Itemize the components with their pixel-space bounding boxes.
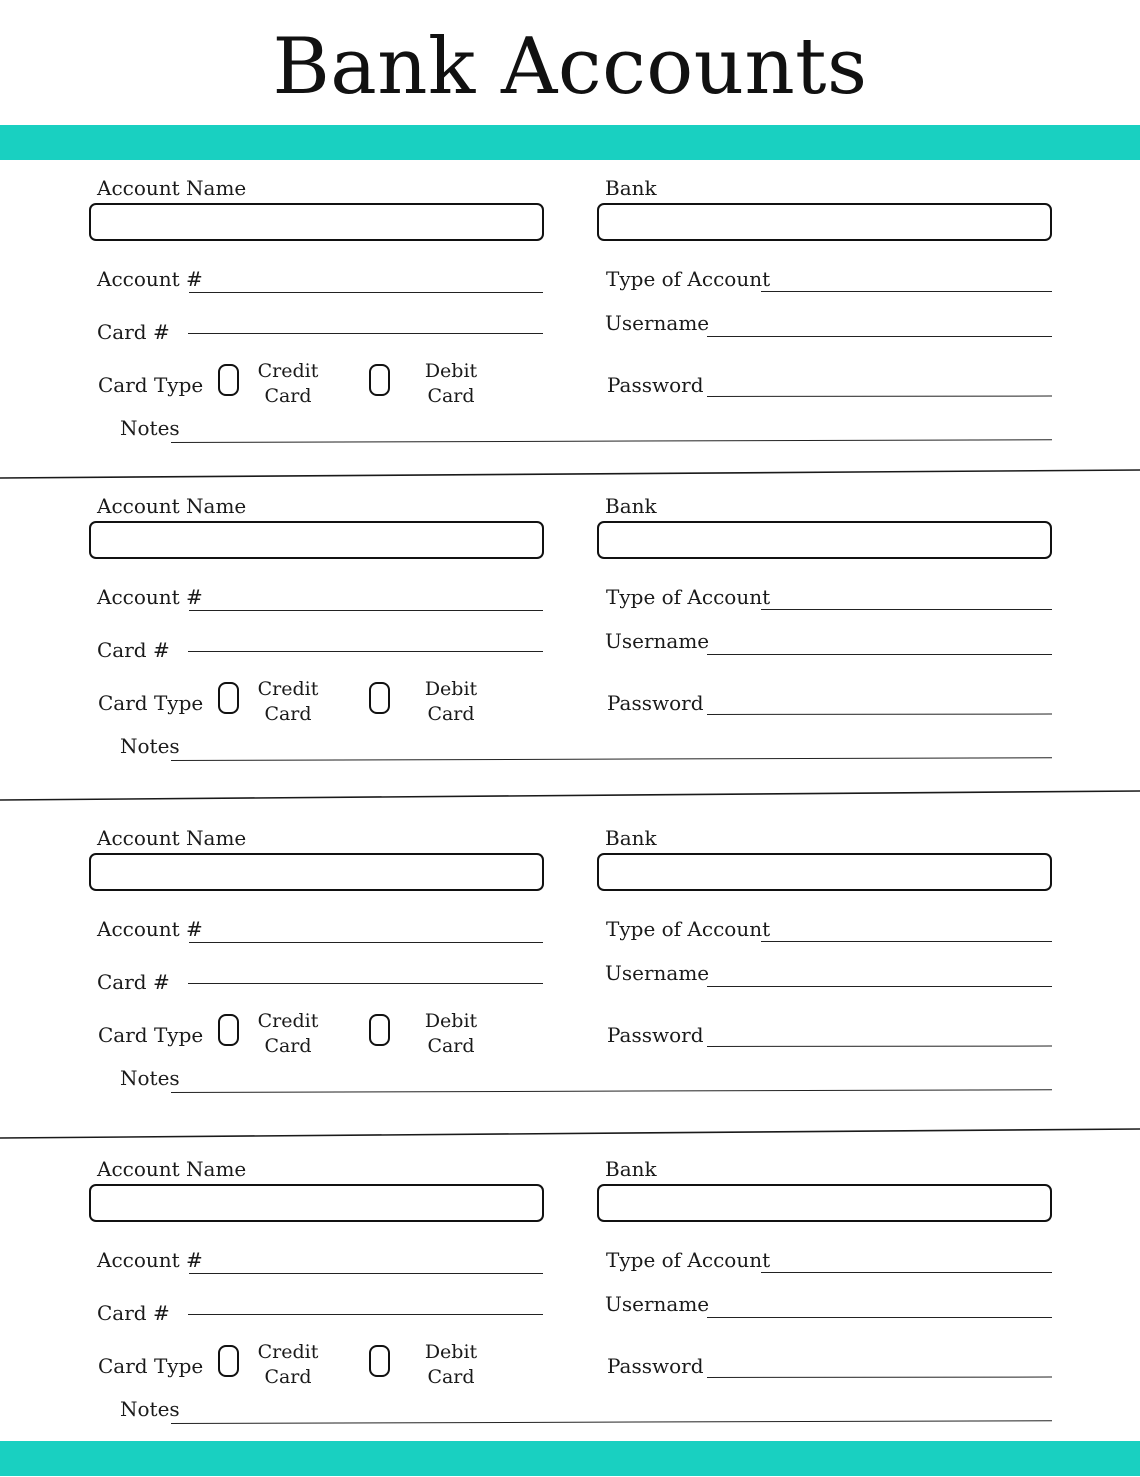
debit-card-word: Card bbox=[427, 1366, 475, 1388]
debit-card-option-label bbox=[411, 1340, 491, 1390]
notes-line[interactable] bbox=[171, 1089, 1052, 1093]
bank-label: Bank bbox=[605, 826, 657, 850]
username-label: Username bbox=[605, 961, 710, 985]
type-of-account-line[interactable] bbox=[761, 1272, 1052, 1273]
debit-card-checkbox[interactable] bbox=[369, 1014, 390, 1046]
type-of-account-label: Type of Account bbox=[606, 267, 771, 291]
debit-card-word: Card bbox=[427, 385, 475, 407]
credit-card-option-label bbox=[248, 359, 328, 409]
account-number-label: Account # bbox=[97, 917, 203, 941]
account-name-label: Account Name bbox=[97, 494, 247, 518]
card-number-label: Card # bbox=[97, 320, 170, 344]
credit-word: Credit bbox=[257, 1010, 319, 1032]
bank-label: Bank bbox=[605, 176, 657, 200]
bank-input[interactable] bbox=[597, 203, 1052, 241]
bank-input[interactable] bbox=[597, 853, 1052, 891]
type-of-account-line[interactable] bbox=[761, 941, 1052, 942]
account-number-label: Account # bbox=[97, 585, 203, 609]
debit-card-checkbox[interactable] bbox=[369, 364, 390, 396]
bank-input[interactable] bbox=[597, 521, 1052, 559]
password-line[interactable] bbox=[707, 714, 1052, 715]
card-number-label: Card # bbox=[97, 970, 170, 994]
notes-label: Notes bbox=[120, 734, 180, 758]
password-label: Password bbox=[607, 691, 704, 715]
account-number-label: Account # bbox=[97, 267, 203, 291]
credit-card-option-label bbox=[248, 1009, 328, 1059]
notes-label: Notes bbox=[120, 1397, 180, 1421]
card-type-label: Card Type bbox=[98, 691, 204, 715]
account-number-label: Account # bbox=[97, 1248, 203, 1272]
section-divider-line bbox=[0, 791, 1140, 800]
account-number-line[interactable] bbox=[189, 292, 543, 293]
card-type-label: Card Type bbox=[98, 1354, 204, 1378]
notes-label: Notes bbox=[120, 1066, 180, 1090]
debit-card-word: Card bbox=[427, 703, 475, 725]
bottom-accent-band bbox=[0, 1441, 1140, 1476]
account-number-line[interactable] bbox=[189, 1273, 543, 1274]
debit-word: Debit bbox=[424, 1341, 478, 1363]
credit-word: Credit bbox=[257, 678, 319, 700]
card-number-label: Card # bbox=[97, 638, 170, 662]
username-line[interactable] bbox=[707, 336, 1052, 337]
credit-card-word: Card bbox=[264, 385, 312, 407]
account-section-1 bbox=[0, 176, 1140, 496]
type-of-account-line[interactable] bbox=[761, 609, 1052, 610]
notes-label: Notes bbox=[120, 416, 180, 440]
password-line[interactable] bbox=[707, 1046, 1052, 1047]
account-number-line[interactable] bbox=[189, 942, 543, 943]
debit-card-checkbox[interactable] bbox=[369, 682, 390, 714]
credit-card-option-label bbox=[248, 1340, 328, 1390]
type-of-account-line[interactable] bbox=[761, 291, 1052, 292]
credit-card-word: Card bbox=[264, 1366, 312, 1388]
card-type-label: Card Type bbox=[98, 1023, 204, 1047]
debit-word: Debit bbox=[424, 678, 478, 700]
account-name-input[interactable] bbox=[89, 203, 544, 241]
credit-card-checkbox[interactable] bbox=[218, 682, 239, 714]
username-line[interactable] bbox=[707, 986, 1052, 987]
password-label: Password bbox=[607, 1023, 704, 1047]
password-label: Password bbox=[607, 1354, 704, 1378]
bank-label: Bank bbox=[605, 494, 657, 518]
account-name-label: Account Name bbox=[97, 176, 247, 200]
password-label: Password bbox=[607, 373, 704, 397]
account-name-input[interactable] bbox=[89, 1184, 544, 1222]
section-divider-line bbox=[0, 470, 1140, 478]
credit-word: Credit bbox=[257, 1341, 319, 1363]
section-divider-line bbox=[0, 1129, 1140, 1138]
account-name-input[interactable] bbox=[89, 853, 544, 891]
card-number-label: Card # bbox=[97, 1301, 170, 1325]
credit-card-checkbox[interactable] bbox=[218, 1014, 239, 1046]
debit-card-word: Card bbox=[427, 1035, 475, 1057]
account-number-line[interactable] bbox=[189, 610, 543, 611]
account-section-3 bbox=[0, 826, 1140, 1146]
section-divider bbox=[0, 788, 1140, 803]
account-section-4 bbox=[0, 1157, 1140, 1477]
type-of-account-label: Type of Account bbox=[606, 585, 771, 609]
account-name-label: Account Name bbox=[97, 1157, 247, 1181]
type-of-account-label: Type of Account bbox=[606, 1248, 771, 1272]
debit-card-option-label bbox=[411, 359, 491, 409]
credit-card-option-label bbox=[248, 677, 328, 727]
notes-line[interactable] bbox=[171, 1420, 1052, 1424]
notes-line[interactable] bbox=[171, 757, 1052, 761]
account-name-input[interactable] bbox=[89, 521, 544, 559]
top-accent-band bbox=[0, 125, 1140, 160]
credit-card-checkbox[interactable] bbox=[218, 1345, 239, 1377]
account-section-2 bbox=[0, 494, 1140, 814]
username-label: Username bbox=[605, 1292, 710, 1316]
debit-word: Debit bbox=[424, 360, 478, 382]
account-name-label: Account Name bbox=[97, 826, 247, 850]
username-label: Username bbox=[605, 311, 710, 335]
card-number-line[interactable] bbox=[188, 651, 543, 652]
card-number-line[interactable] bbox=[188, 333, 543, 334]
notes-line[interactable] bbox=[171, 439, 1052, 443]
type-of-account-label: Type of Account bbox=[606, 917, 771, 941]
password-line[interactable] bbox=[707, 396, 1052, 397]
password-line[interactable] bbox=[707, 1377, 1052, 1378]
debit-card-option-label bbox=[411, 677, 491, 727]
card-type-label: Card Type bbox=[98, 373, 204, 397]
credit-card-checkbox[interactable] bbox=[218, 364, 239, 396]
section-divider bbox=[0, 467, 1140, 481]
credit-card-word: Card bbox=[264, 703, 312, 725]
debit-card-option-label bbox=[411, 1009, 491, 1059]
username-line[interactable] bbox=[707, 654, 1052, 655]
page-title: Bank Accounts bbox=[272, 22, 868, 112]
username-line[interactable] bbox=[707, 1317, 1052, 1318]
section-divider bbox=[0, 1126, 1140, 1141]
debit-word: Debit bbox=[424, 1010, 478, 1032]
card-number-line[interactable] bbox=[188, 983, 543, 984]
debit-card-checkbox[interactable] bbox=[369, 1345, 390, 1377]
credit-word: Credit bbox=[257, 360, 319, 382]
credit-card-word: Card bbox=[264, 1035, 312, 1057]
card-number-line[interactable] bbox=[188, 1314, 543, 1315]
bank-input[interactable] bbox=[597, 1184, 1052, 1222]
username-label: Username bbox=[605, 629, 710, 653]
bank-label: Bank bbox=[605, 1157, 657, 1181]
